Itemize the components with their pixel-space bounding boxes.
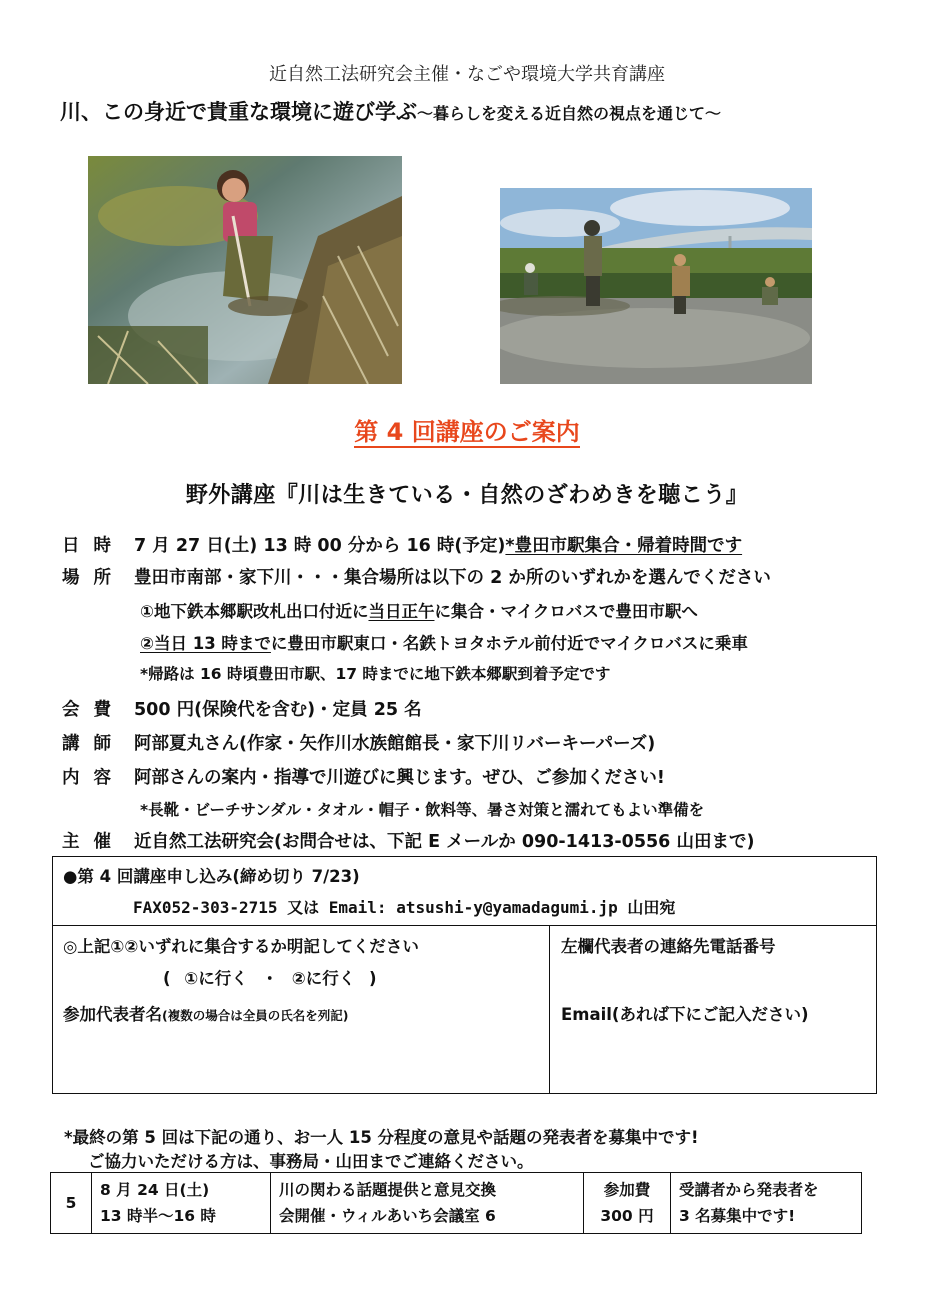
option2-line: ②当日 13 時までに豊田市駅東口・名鉄トヨタホテル前付近でマイクロバスに乗車 <box>140 634 748 653</box>
host-label: 主催 <box>62 832 125 852</box>
datetime-note: *豊田市駅集合・帰着時間です <box>505 536 743 556</box>
lecture-note-cell <box>671 1173 862 1234</box>
recruit-line-2: ご協力いただける方は、事務局・山田までご連絡ください。 <box>88 1152 534 1171</box>
content-row <box>62 764 665 789</box>
content-label: 内容 <box>62 768 125 788</box>
content-note: *長靴・ビーチサンダル・タオル・帽子・飲料等、暑さ対策と濡れてもよい準備を <box>140 801 705 819</box>
option1-emphasis: 当日正午 <box>368 602 435 621</box>
representative-name-field[interactable] <box>63 1001 348 1025</box>
lecture-fee-cell <box>584 1173 671 1234</box>
main-title-text: 川、この身近で貴重な環境に遊び学ぶ <box>60 100 417 124</box>
application-form <box>52 856 877 1094</box>
lecture-date: 8 月 24 日(土) <box>100 1181 210 1199</box>
host-text: 近自然工法研究会(お問合せは、下記 E メールか 090-1413-0556 山田まで) <box>134 832 755 852</box>
datetime-text: 7 月 27 日(土) 13 時 00 分から 16 時(予定) <box>134 536 506 556</box>
lecture-heading: 第 4 回講座のご案内 <box>354 418 580 446</box>
meeting-instruction: ◎上記①②いずれに集合するか明記してください <box>63 937 419 956</box>
lecture-fee-label: 参加費 <box>603 1181 651 1199</box>
lecture-time: 13 時半〜16 時 <box>100 1207 216 1225</box>
main-title <box>60 96 721 126</box>
return-note: *帰路は 16 時頃豊田市駅、17 時までに地下鉄本郷駅到着予定です <box>140 665 611 683</box>
organizer-line: 近自然工法研究会主催・なごや環境大学共育講座 <box>269 64 665 85</box>
phone-field-label[interactable]: 左欄代表者の連絡先電話番号 <box>561 937 776 956</box>
fee-row <box>62 696 422 721</box>
lecture-topic-cell <box>271 1173 584 1234</box>
lecture-fee-value: 300 円 <box>600 1207 654 1225</box>
option1-line: ①地下鉄本郷駅改札出口付近に当日正午に集合・マイクロバスで豊田市駅へ <box>140 602 698 621</box>
lecture-number: 5 <box>51 1173 92 1234</box>
application-contact: FAX052-303-2715 又は Email: atsushi-y@yamadagumi.jp 山田宛 <box>133 898 676 917</box>
lecture-date-cell <box>92 1173 271 1234</box>
content-text: 阿部さんの案内・指導で川遊びに興じます。ぜひ、ご参加ください! <box>134 768 665 788</box>
recruit-line-1: *最終の第 5 回は下記の通り、お一人 15 分程度の意見や話題の発表者を募集中です! <box>64 1128 699 1147</box>
application-column-divider <box>549 925 550 1093</box>
option2-emphasis: ②当日 13 時まで <box>140 634 271 653</box>
place-text: 豊田市南部・家下川・・・集合場所は以下の 2 か所のいずれかを選んでください <box>134 568 771 588</box>
email-field-label[interactable]: Email(あれば下にご記入ださい) <box>561 1005 809 1024</box>
application-heading: ●第 4 回講座申し込み(締め切り 7/23) <box>63 867 360 886</box>
meeting-choices[interactable]: ( ①に行く ・ ②に行く ) <box>163 969 377 988</box>
place-label: 場所 <box>62 568 125 588</box>
lecturer-text: 阿部夏丸さん(作家・矢作川水族館館長・家下川リバーキーパーズ) <box>134 734 656 754</box>
fee-label: 会費 <box>62 700 125 720</box>
table-row <box>51 1173 862 1234</box>
datetime-label: 日時 <box>62 536 125 556</box>
representative-name-note: (複数の場合は全員の氏名を列記) <box>162 1008 349 1023</box>
place-row <box>62 564 771 589</box>
host-row <box>62 828 754 853</box>
lecture-note-1: 受講者から発表者を <box>679 1181 819 1199</box>
lecture-venue: 会開催・ウィルあいち会議室 6 <box>279 1207 496 1225</box>
lecturer-label: 講師 <box>62 734 125 754</box>
lecturer-row <box>62 730 655 755</box>
datetime-row <box>62 532 742 557</box>
photo-group-at-bridge <box>500 188 812 384</box>
photo-child-in-river <box>88 156 402 384</box>
lecture-topic: 川の関わる話題提供と意見交換 <box>279 1181 497 1199</box>
fee-text: 500 円(保険代を含む)・定員 25 名 <box>134 700 422 720</box>
outdoor-lecture-title: 野外講座『川は生きている・自然のざわめきを聴こう』 <box>185 483 749 508</box>
main-subtitle: 〜暮らしを変える近自然の視点を通じて〜 <box>417 104 722 123</box>
lecture-note-2: 3 名募集中です! <box>679 1207 796 1225</box>
representative-name-label: 参加代表者名 <box>63 1005 162 1024</box>
application-divider <box>53 925 876 926</box>
final-lecture-table <box>50 1172 862 1234</box>
